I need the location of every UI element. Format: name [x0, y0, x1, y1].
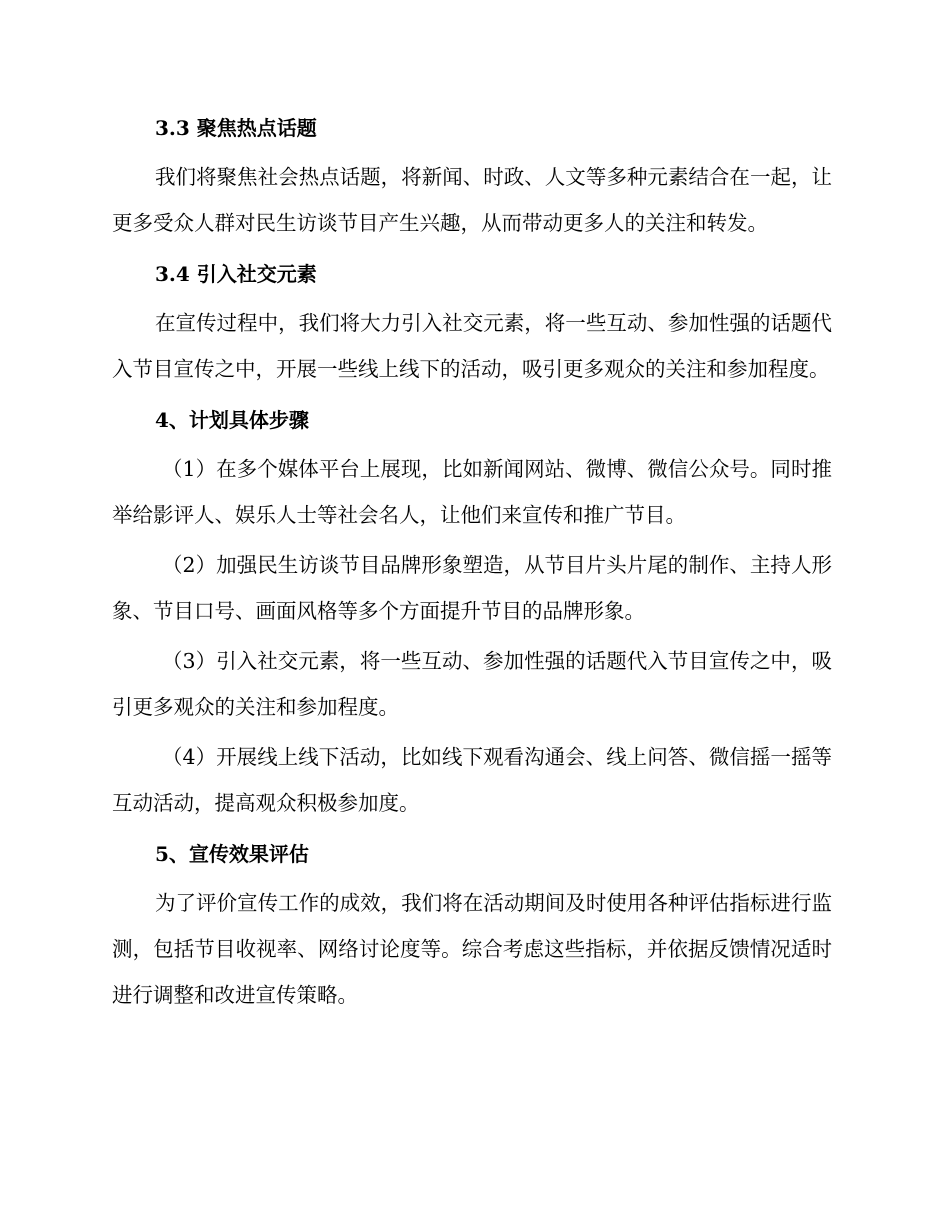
- section-heading-3-3: 3.3 聚焦热点话题: [155, 116, 317, 140]
- document-body: [112, 112, 832, 1018]
- section-paragraph-3-4: 在宣传过程中，我们将大力引入社交元素，将一些互动、参加性强的话题代入节目宣传之中，开展一些线上线下的活动，吸引更多观众的关注和参加程度。: [112, 311, 832, 381]
- section-paragraph-3-3: 我们将聚焦社会热点话题，将新闻、时政、人文等多种元素结合在一起，让更多受众人群对民生访谈节目产生兴趣，从而带动更多人的关注和转发。: [112, 165, 832, 235]
- section-heading-5: 5、宣传效果评估: [155, 842, 309, 866]
- step-item-3: （3）引入社交元素，将一些互动、参加性强的话题代入节目宣传之中，吸引更多观众的关注和参加程度。: [112, 649, 832, 719]
- step-item-4: （4）开展线上线下活动，比如线下观看沟通会、线上问答、微信摇一摇等互动活动，提高观众积极参加度。: [112, 745, 832, 815]
- step-item-2: （2）加强民生访谈节目品牌形象塑造，从节目片头片尾的制作、主持人形象、节目口号、画面风格等多个方面提升节目的品牌形象。: [112, 553, 832, 623]
- step-item-1: （1）在多个媒体平台上展现，比如新闻网站、微博、微信公众号。同时推举给影评人、娱乐人士等社会名人，让他们来宣传和推广节目。: [112, 457, 832, 527]
- section-paragraph-5: 为了评价宣传工作的成效，我们将在活动期间及时使用各种评估指标进行监测，包括节目收视率、网络讨论度等。综合考虑这些指标，并依据反馈情况适时进行调整和改进宣传策略。: [112, 891, 832, 1007]
- section-heading-4: 4、计划具体步骤: [155, 408, 309, 432]
- section-heading-3-4: 3.4 引入社交元素: [155, 262, 317, 286]
